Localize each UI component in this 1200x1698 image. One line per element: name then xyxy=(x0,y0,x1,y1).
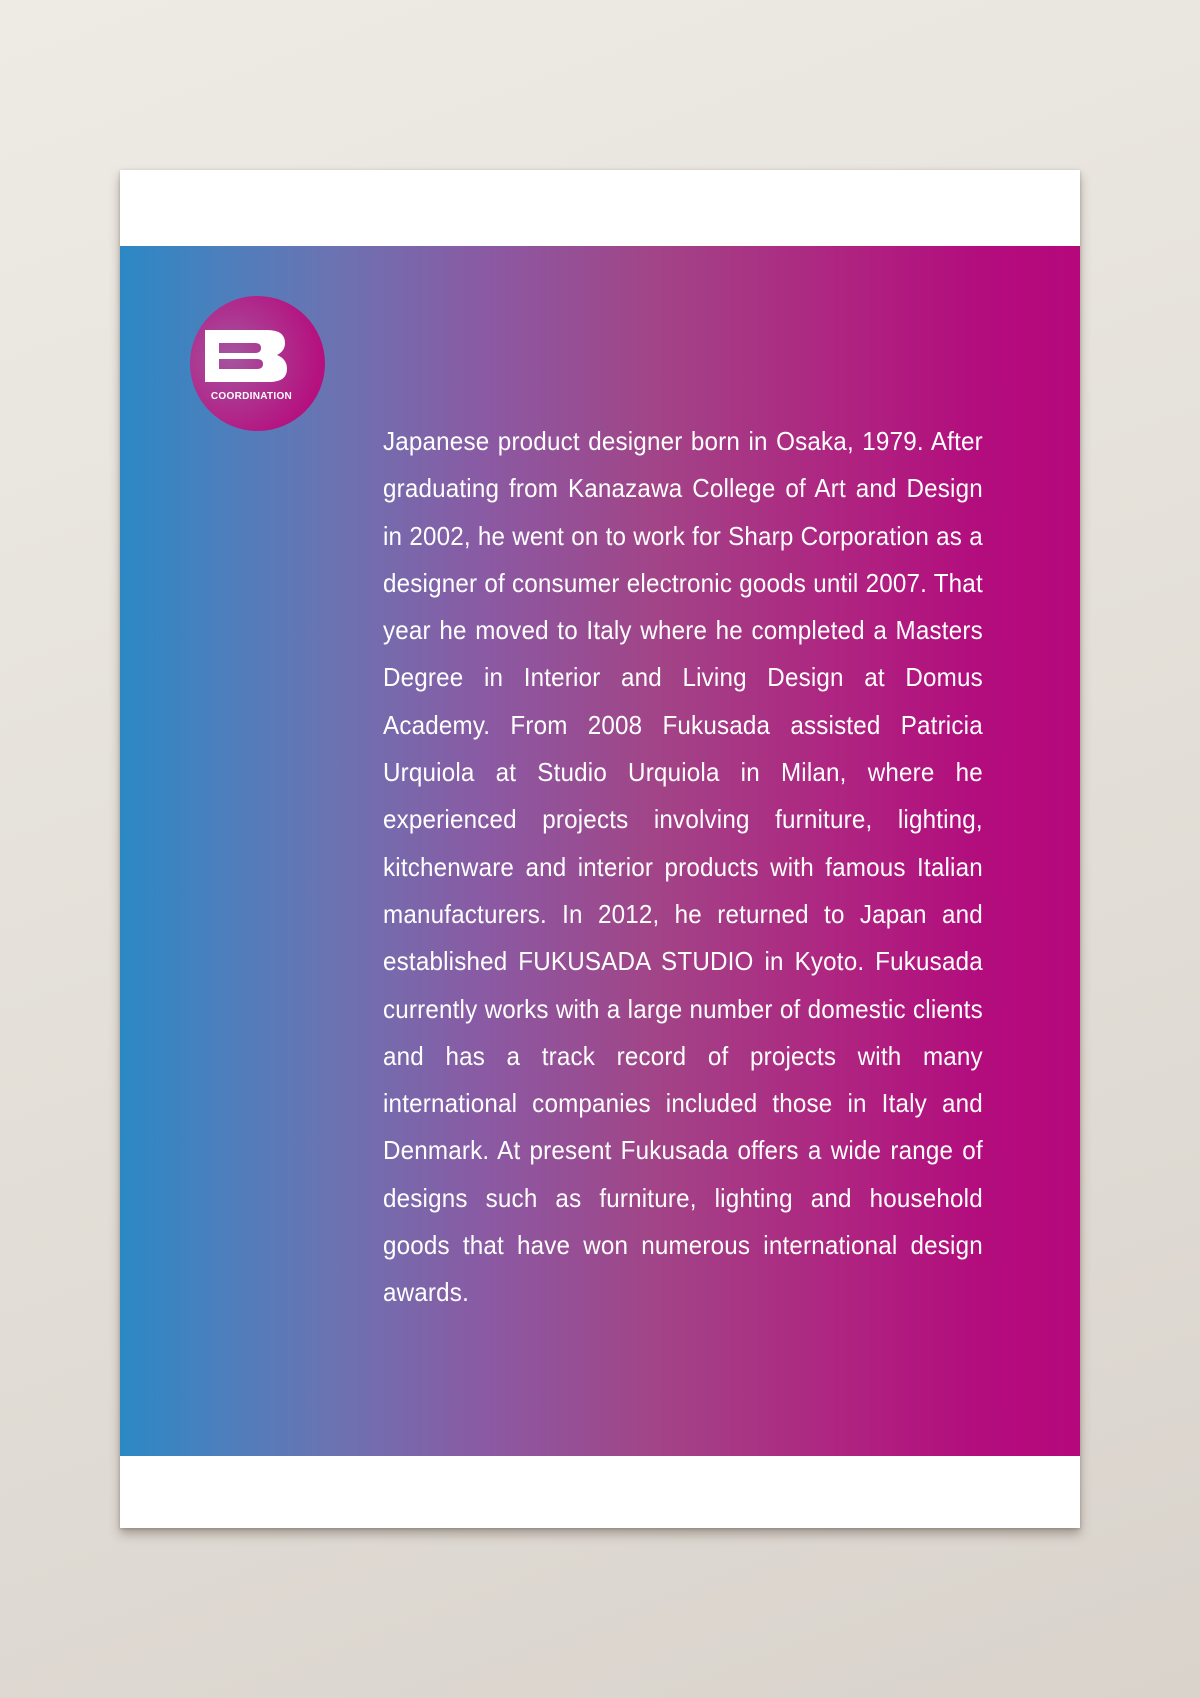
b-coordination-logo-icon xyxy=(205,330,287,382)
logo-wordmark: COORDINATION xyxy=(210,391,293,402)
gradient-panel xyxy=(120,246,1080,1456)
designer-biography: Japanese product designer born in Osaka, 1979. After graduating from Kanazawa College of Art and Design in 2002, he went on to work for Sharp Corporation as a designer of consumer electronic goods until 2007. That year he moved to Italy where he completed a Masters Degree in Interior and Living Design at Domus Academy. From 2008 Fukusada assisted Patricia Urquiola at Studio Urquiola in Milan, where he experienced projects involving furniture, lighting, kitchenware and interior products with famous Italian manufacturers. In 2012, he returned to Japan and established FUKUSADA STUDIO in Kyoto. Fukusada currently works with a large number of domestic clients and has a track record of projects with many international companies included those in Italy and Denmark. At present Fukusada offers a wide range of designs such as furniture, lighting and household goods that have won numerous international design awards. xyxy=(383,426,983,1308)
coordination-logo xyxy=(190,296,325,431)
brochure-page xyxy=(120,170,1080,1528)
